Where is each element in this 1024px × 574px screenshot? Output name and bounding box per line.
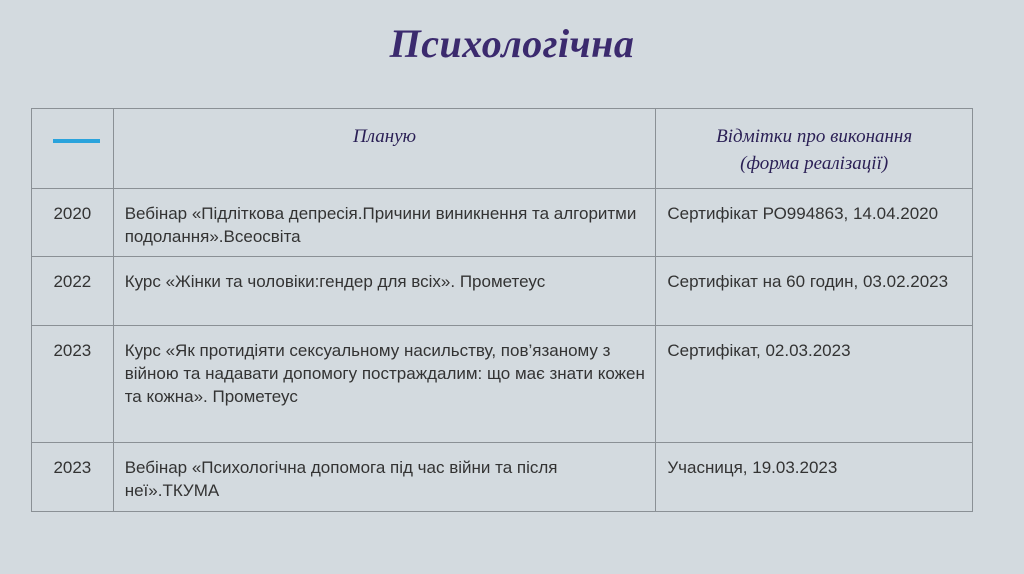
status-text: Сертифікат на 60 годин, 03.02.2023 bbox=[667, 272, 949, 291]
status-cell bbox=[656, 189, 973, 257]
year-cell bbox=[32, 443, 114, 512]
year-text: 2023 bbox=[53, 458, 92, 477]
status-text: Сертифікат, 02.03.2023 bbox=[667, 341, 851, 360]
year-text: 2020 bbox=[53, 204, 92, 223]
plan-text: Курс «Як протидіяти сексуальному насильству, пов’язаному з війною та надавати допомогу постраждалим: що має знати кожен та кожна». Прометеус bbox=[124, 341, 645, 406]
status-text: Учасниця, 19.03.2023 bbox=[667, 458, 838, 477]
plan-cell bbox=[113, 326, 656, 443]
table-row bbox=[32, 189, 973, 257]
year-text: 2022 bbox=[53, 272, 92, 291]
header-status-label bbox=[656, 109, 972, 177]
table-row bbox=[32, 326, 973, 443]
status-cell bbox=[656, 326, 973, 443]
year-cell bbox=[32, 257, 114, 326]
year-text: 2023 bbox=[53, 341, 92, 360]
blue-dash-mark bbox=[53, 139, 100, 143]
status-cell bbox=[656, 443, 973, 512]
plan-cell bbox=[113, 257, 656, 326]
slide-title: Психологічна bbox=[389, 21, 635, 66]
header-cell-year bbox=[32, 109, 114, 189]
year-cell bbox=[32, 326, 114, 443]
table-header-row bbox=[32, 109, 973, 189]
plan-text: Вебінар «Підліткова депресія.Причини виникнення та алгоритми подолання».Всеосвіта bbox=[124, 204, 637, 246]
year-cell bbox=[32, 189, 114, 257]
header-cell-status bbox=[656, 109, 973, 189]
plan-text: Курс «Жінки та чоловіки:гендер для всіх». Прометеус bbox=[124, 272, 546, 291]
table-row bbox=[32, 257, 973, 326]
header-status-line2: (форма реалізації) bbox=[740, 153, 889, 174]
plan-text: Вебінар «Психологічна допомога під час війни та після неї».ТКУМА bbox=[124, 458, 558, 500]
training-table bbox=[31, 108, 973, 512]
status-text: Сертифікат РО994863, 14.04.2020 bbox=[667, 204, 939, 223]
plan-cell bbox=[113, 189, 656, 257]
table-row bbox=[32, 443, 973, 512]
plan-cell bbox=[113, 443, 656, 512]
header-cell-plan bbox=[113, 109, 656, 189]
status-cell bbox=[656, 257, 973, 326]
header-status-line1: Відмітки про виконання bbox=[716, 126, 913, 147]
header-plan-label: Планую bbox=[353, 126, 417, 147]
